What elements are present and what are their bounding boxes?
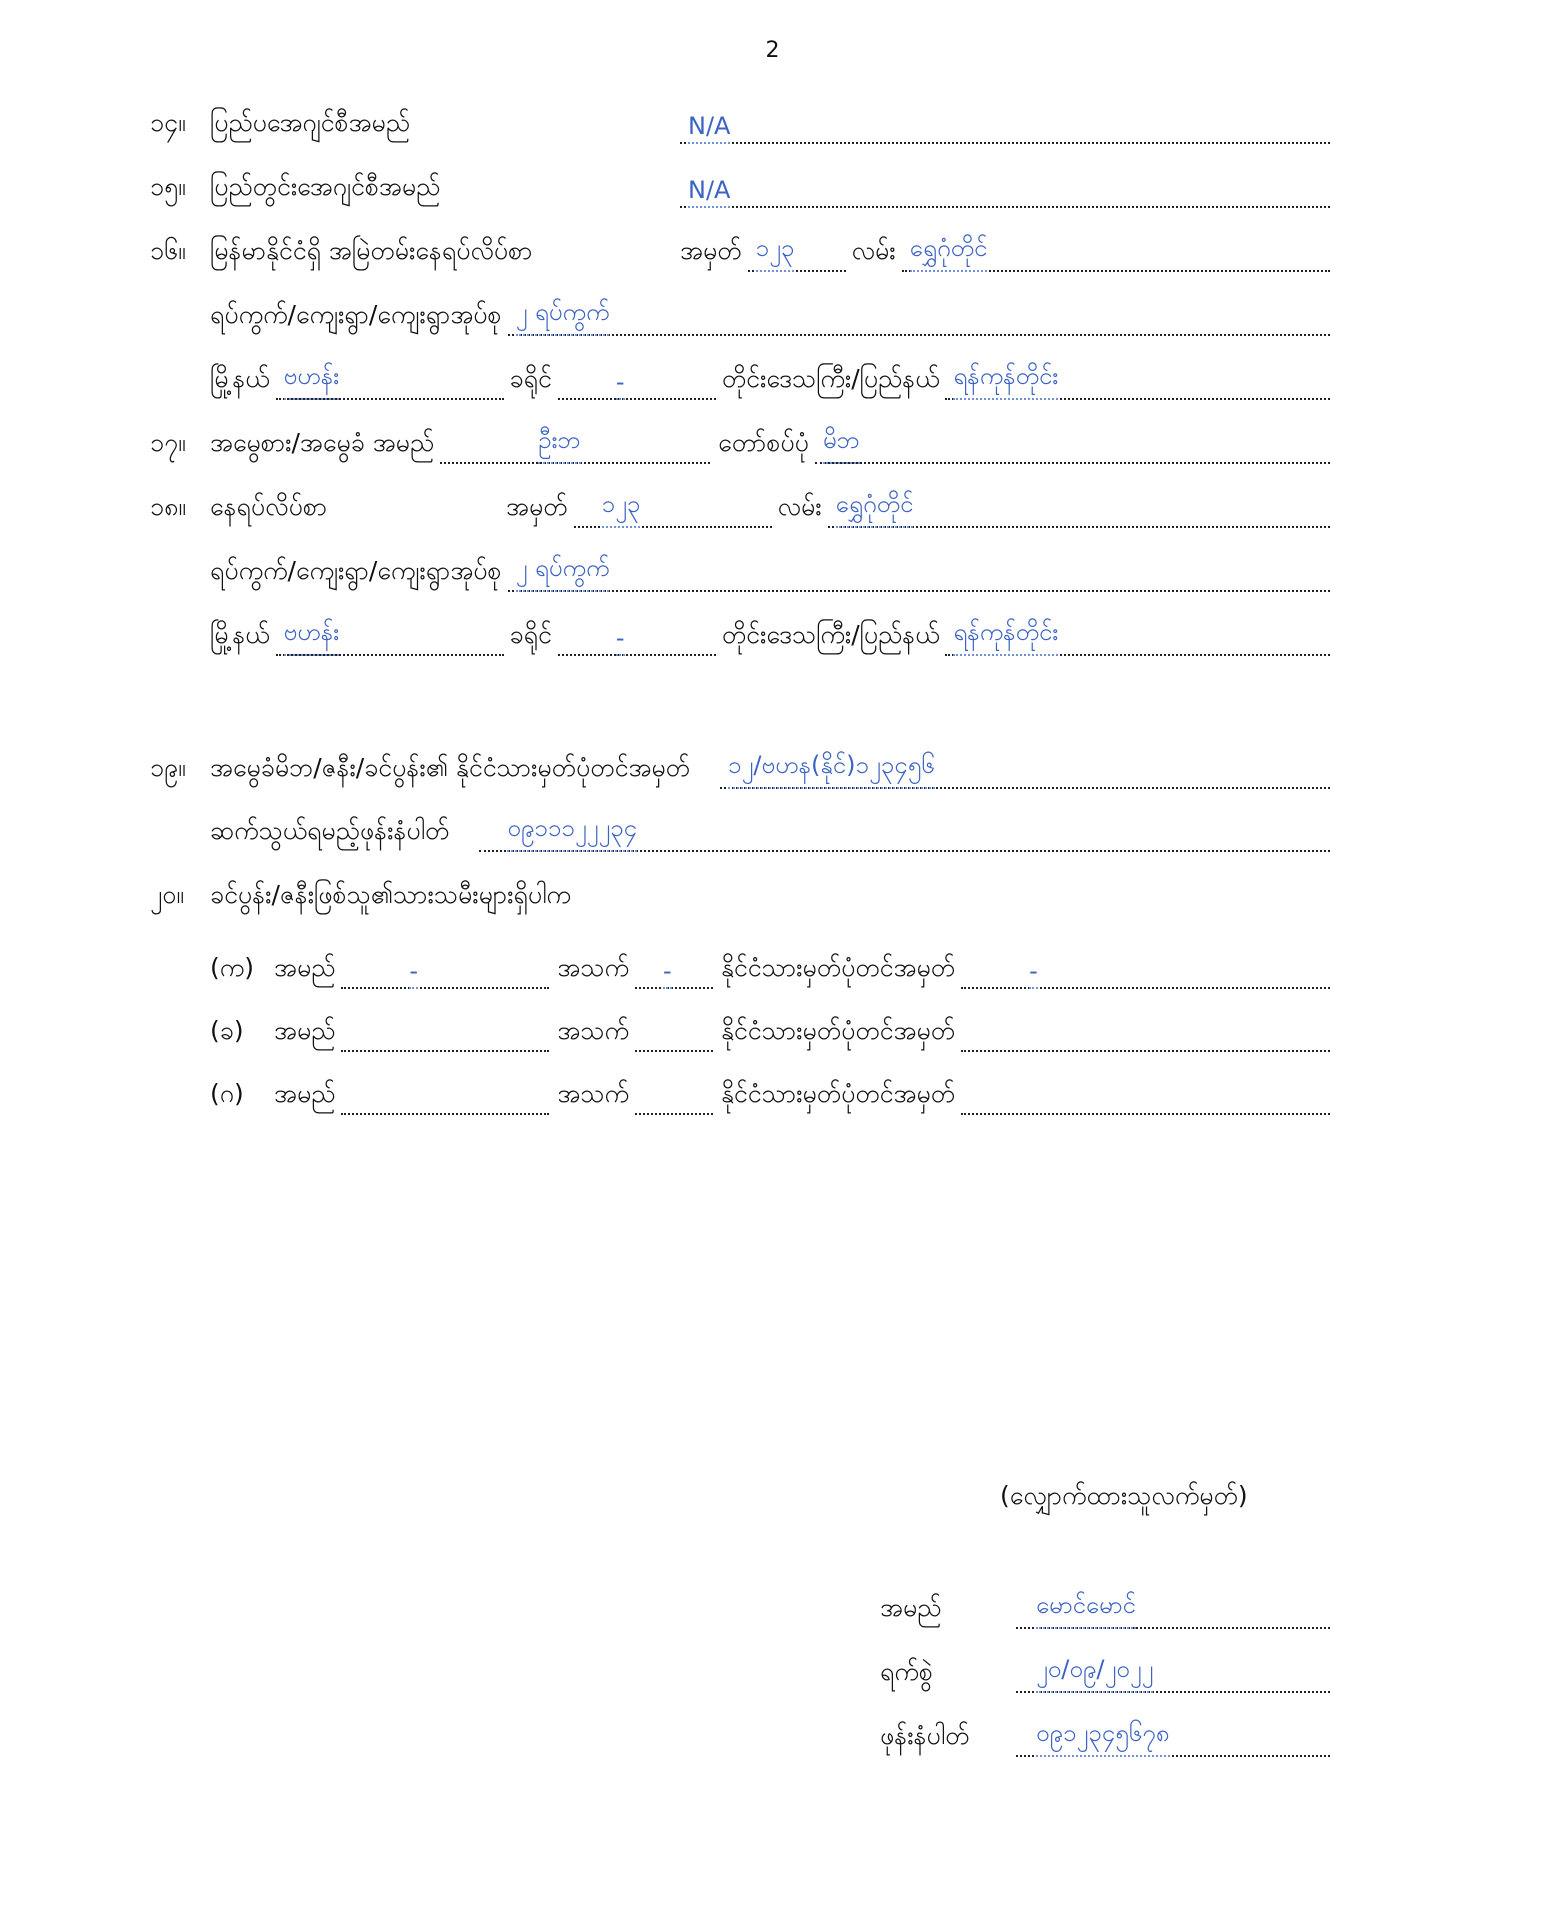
field-value: ၂ ရပ်ကွက်	[516, 552, 610, 592]
nrc-label: နိုင်ငံသားမှတ်ပုံတင်အမှတ်	[721, 953, 956, 982]
field-value: ရွှေဂုံတိုင်	[910, 232, 988, 272]
child-nrc-field[interactable]	[961, 953, 1330, 989]
field-value: -	[663, 957, 672, 989]
child-name-field[interactable]	[341, 953, 549, 989]
date-field[interactable]	[1016, 1657, 1330, 1693]
age-label: အသက်	[557, 1079, 629, 1108]
field-value: ဗဟန်း	[284, 616, 340, 656]
name-label: အမည်	[880, 1593, 942, 1622]
item-label: မြန်မာနိုင်ငံရှိ အမြဲတမ်းနေရပ်လိပ်စာ	[210, 236, 533, 265]
field-value: ဗဟန်း	[284, 360, 340, 400]
name-label: အမည်	[274, 1079, 336, 1108]
item-14-row	[150, 100, 1330, 144]
house-number-field[interactable]	[574, 492, 772, 528]
item-18-township-row	[210, 612, 1330, 656]
region-label: တိုင်းဒေသကြီး/ပြည်နယ်	[721, 364, 940, 393]
field-value: -	[1029, 957, 1038, 989]
item-16-row	[150, 228, 1330, 272]
field-value: -	[409, 957, 418, 989]
item-label: နေရပ်လိပ်စာ	[210, 492, 328, 521]
field-value: မိဘ	[823, 424, 860, 464]
item-19-row	[150, 745, 1330, 789]
item-label: ပြည်ပအေဂျင်စီအမည်	[210, 108, 410, 137]
phone-label: ဖုန်းနံပါတ်	[880, 1721, 970, 1750]
signature-phone-row	[880, 1713, 1330, 1757]
item-number: ၁၈။	[150, 492, 186, 521]
child-row-marker: (ခ)	[210, 1016, 244, 1045]
child-name-field[interactable]	[341, 1016, 549, 1052]
field-value: ၂၀/၀၉/၂၀၂၂	[1036, 1653, 1153, 1693]
field-value: N/A	[688, 112, 730, 144]
field-value: N/A	[688, 176, 730, 208]
ward-field[interactable]	[508, 556, 1330, 592]
child-name-field[interactable]	[341, 1079, 549, 1115]
relation-label: တော်စပ်ပုံ	[718, 428, 809, 457]
township-label: မြို့နယ်	[210, 364, 270, 393]
child-row-marker: (က)	[210, 953, 254, 982]
signature-name-row	[880, 1585, 1330, 1629]
page-number: 2	[765, 38, 780, 63]
nrc-label: နိုင်ငံသားမှတ်ပုံတင်အမှတ်	[721, 1016, 956, 1045]
township-field[interactable]	[276, 364, 504, 400]
township-label: မြို့နယ်	[210, 620, 270, 649]
region-field[interactable]	[945, 364, 1330, 400]
field-value: ရွှေဂုံတိုင်	[836, 488, 914, 528]
field-value: -	[616, 624, 625, 656]
heir-name-field[interactable]	[440, 428, 710, 464]
child-row-marker: (ဂ)	[210, 1079, 244, 1108]
child-row	[210, 1071, 1330, 1115]
item-16-township-row	[210, 356, 1330, 400]
house-number-field[interactable]	[748, 236, 846, 272]
child-nrc-field[interactable]	[961, 1079, 1330, 1115]
item-label: ပြည်တွင်းအေဂျင်စီအမည်	[210, 172, 441, 201]
name-label: အမည်	[274, 1016, 336, 1045]
district-label: ခရိုင်	[509, 364, 552, 393]
child-row	[210, 1008, 1330, 1052]
age-label: အသက်	[557, 1016, 629, 1045]
field-value: ၁၂၃	[756, 232, 795, 272]
item-20-row	[150, 872, 1330, 916]
signature-date-row	[880, 1649, 1330, 1693]
item-19-phone-row	[210, 808, 1330, 852]
house-number-label: အမှတ်	[680, 236, 742, 265]
nrc-number-field[interactable]	[720, 753, 1330, 789]
date-label: ရက်စွဲ	[880, 1657, 933, 1686]
item-16-ward-row	[210, 292, 1330, 336]
township-field[interactable]	[276, 620, 504, 656]
phone-field[interactable]	[479, 816, 1330, 852]
field-value: ၁၂/ဗဟန(နိုင်)၁၂၃၄၅၆	[728, 749, 935, 789]
signature-caption: (လျှောက်ထားသူလက်မှတ်)	[1000, 1481, 1248, 1510]
field-value: ၀၉၁၁၁၂၂၂၃၄	[507, 812, 637, 852]
item-18-row	[150, 484, 1330, 528]
item-number: ၂၀။	[150, 880, 184, 909]
region-label: တိုင်းဒေသကြီး/ပြည်နယ်	[721, 620, 940, 649]
item-number: ၁၆။	[150, 236, 186, 265]
house-number-label: အမှတ်	[506, 492, 568, 521]
field-value: ဦးဘ	[538, 424, 581, 464]
relation-field[interactable]	[815, 428, 1330, 464]
local-agency-field[interactable]	[680, 172, 1330, 208]
child-age-field[interactable]	[635, 1079, 713, 1115]
ward-field[interactable]	[508, 300, 1330, 336]
item-number: ၁၇။	[150, 428, 186, 457]
district-label: ခရိုင်	[509, 620, 552, 649]
item-number: ၁၅။	[150, 172, 186, 201]
item-label: အမွေစား/အမွေခံ အမည်	[210, 428, 435, 457]
child-nrc-field[interactable]	[961, 1016, 1330, 1052]
child-age-field[interactable]	[635, 953, 713, 989]
field-value: မောင်မောင်	[1036, 1589, 1136, 1629]
field-value: ရန်ကုန်တိုင်း	[953, 616, 1058, 656]
street-label: လမ်း	[851, 236, 896, 265]
nrc-label: နိုင်ငံသားမှတ်ပုံတင်အမှတ်	[721, 1079, 956, 1108]
street-label: လမ်း	[777, 492, 822, 521]
child-row	[210, 945, 1330, 989]
applicant-name-field[interactable]	[1016, 1593, 1330, 1629]
field-value: ၁၂၃	[602, 488, 641, 528]
item-17-row	[150, 420, 1330, 464]
field-value: ရန်ကုန်တိုင်း	[953, 360, 1058, 400]
age-label: အသက်	[557, 953, 629, 982]
field-value: ၂ ရပ်ကွက်	[516, 296, 610, 336]
item-18-ward-row	[210, 548, 1330, 592]
phone-label: ဆက်သွယ်ရမည့်ဖုန်းနံပါတ်	[210, 816, 450, 845]
field-value: -	[616, 368, 625, 400]
name-label: အမည်	[274, 953, 336, 982]
field-value: ၀၉၁၂၃၄၅၆၇၈	[1036, 1717, 1170, 1757]
child-age-field[interactable]	[635, 1016, 713, 1052]
applicant-phone-field[interactable]	[1016, 1721, 1330, 1757]
ward-label: ရပ်ကွက်/ကျေးရွာ/ကျေးရွာအုပ်စု	[210, 556, 502, 585]
street-field[interactable]	[902, 236, 1330, 272]
foreign-agency-field[interactable]	[680, 108, 1330, 144]
district-field[interactable]	[558, 620, 716, 656]
item-label: ခင်ပွန်း/ဇနီးဖြစ်သူ၏သားသမီးများရှိပါက	[210, 880, 571, 909]
item-number: ၁၄။	[150, 108, 186, 137]
item-label: အမွေခံမိဘ/ဇနီး/ခင်ပွန်း၏ နိုင်ငံသားမှတ်ပုံတင်အမှတ်	[210, 753, 691, 782]
region-field[interactable]	[945, 620, 1330, 656]
ward-label: ရပ်ကွက်/ကျေးရွာ/ကျေးရွာအုပ်စု	[210, 300, 502, 329]
district-field[interactable]	[558, 364, 716, 400]
item-number: ၁၉။	[150, 753, 186, 782]
street-field[interactable]	[828, 492, 1330, 528]
item-15-row	[150, 164, 1330, 208]
